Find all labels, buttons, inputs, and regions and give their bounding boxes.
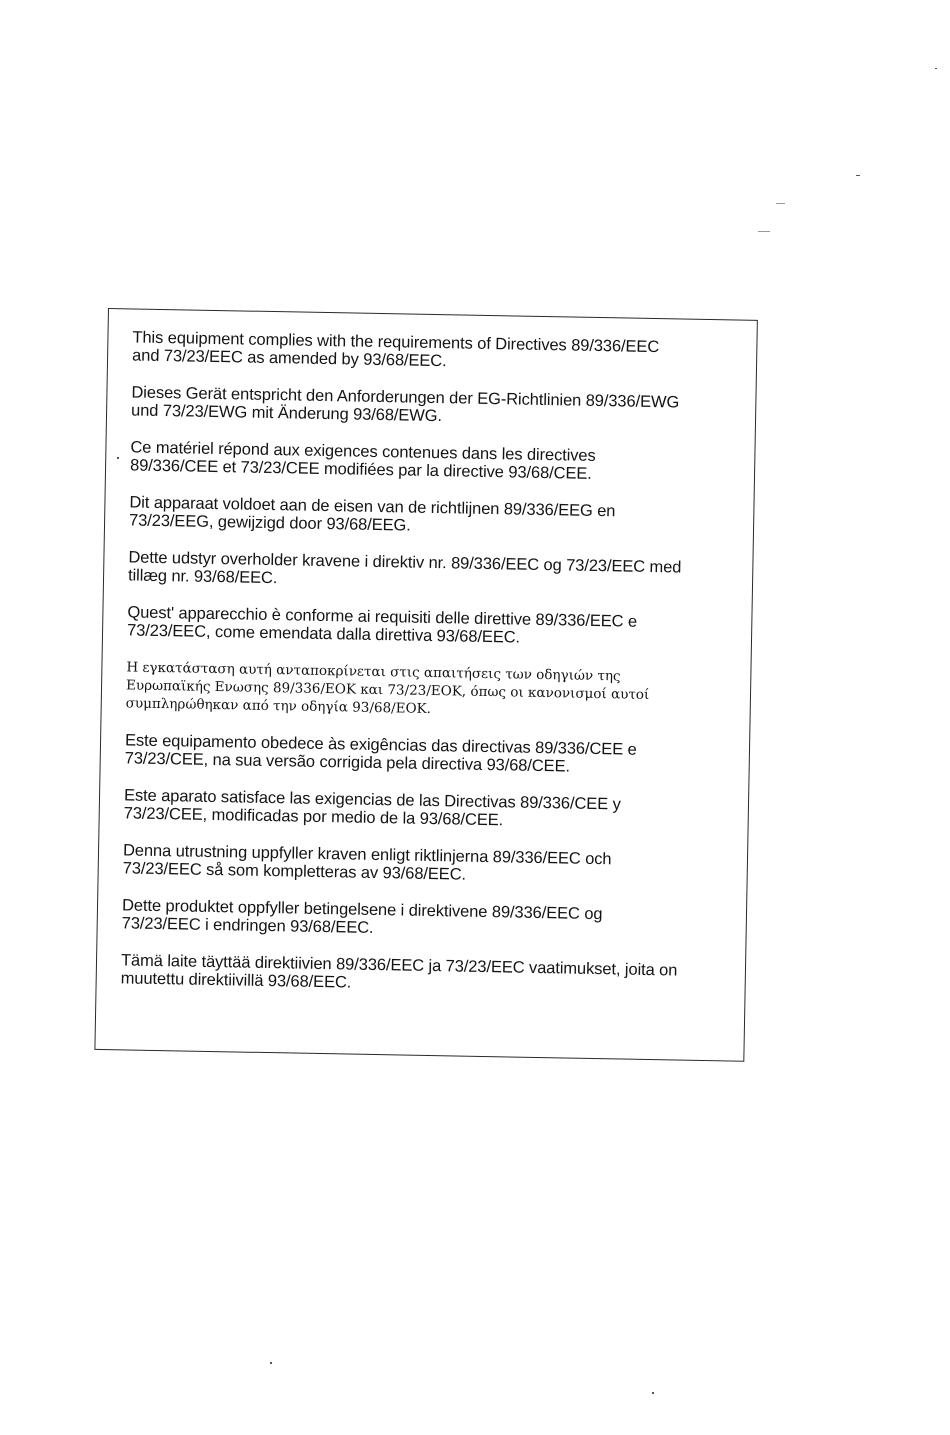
compliance-notice-box (94, 308, 757, 1062)
scan-speck (935, 68, 937, 69)
scan-speck (758, 231, 770, 232)
compliance-statement-list (120, 328, 742, 1017)
statement-spanish: Este aparato satisface las exigencias de las Directivas 89/336/CEE y 73/23/CEE, modificadas por medio de la 93/68/CEE. (123, 786, 621, 830)
statement-french: Ce matériel répond aux exigences contenues dans les directives 89/336/CEE et 73/23/CEE modifiées par la directive 93/68/CEE. (129, 438, 596, 483)
statement-portuguese: Este equipamento obedece às exigências das directivas 89/336/CEE e 73/23/CEE, na sua versão corrigida pela directiva 93/68/CEE. (124, 731, 637, 776)
statement-finnish: Tämä laite täyttää direktiivien 89/336/EEC ja 73/23/EEC vaatimukset, joita on muutettu direktiivillä 93/68/EEC. (120, 951, 678, 992)
statement-italian: Quest' apparecchio è conforme ai requisiti delle direttive 89/336/EEC e 73/23/EEC, come emendata dalla direttiva 93/68/EEC. (126, 603, 638, 647)
statement-swedish: Denna utrustning uppfyller kraven enligt riktlinjerna 89/336/EEC och 73/23/EEC så som kompletteras av 93/68/EEC. (122, 841, 612, 884)
statement-dutch: Dit apparaat voldoet aan de eisen van de richtlijnen 89/336/EEG en 73/23/EEG, gewijzigd door 93/68/EEG. (128, 493, 616, 535)
scan-speck (652, 1392, 654, 1394)
statement-greek: Η εγκατάσταση αυτή ανταποκρίνεται στις απαιτήσεις των οδηγιών της Ευρωπαϊκής Ενωσης 89/336/EOK και 73/23/EOK, όπως οι κανονισμοί αυτοί συμπληρώθηκαν από την οδηγία 93/68/EOK. (125, 659, 650, 717)
scan-speck (856, 175, 860, 176)
statement-norwegian: Dette produktet oppfyller betingelsene i direktivene 89/336/EEC og 73/23/EEC i endringen 93/68/EEC. (121, 896, 603, 937)
statement-english: This equipment complies with the requirements of Directives 89/336/EEC and 73/23/EEC as amended by 93/68/EEC. (131, 328, 660, 371)
statement-danish: Dette udstyr overholder kravene i direktiv nr. 89/336/EEC og 73/23/EEC med tillæg nr. 93/68/EEC. (127, 548, 682, 588)
scan-speck (270, 1362, 272, 1364)
statement-german: Dieses Gerät entspricht den Anforderungen der EG-Richtlinien 89/336/EWG und 73/23/EWG mit Änderung 93/68/EWG. (130, 383, 680, 426)
scan-speck (776, 203, 785, 204)
